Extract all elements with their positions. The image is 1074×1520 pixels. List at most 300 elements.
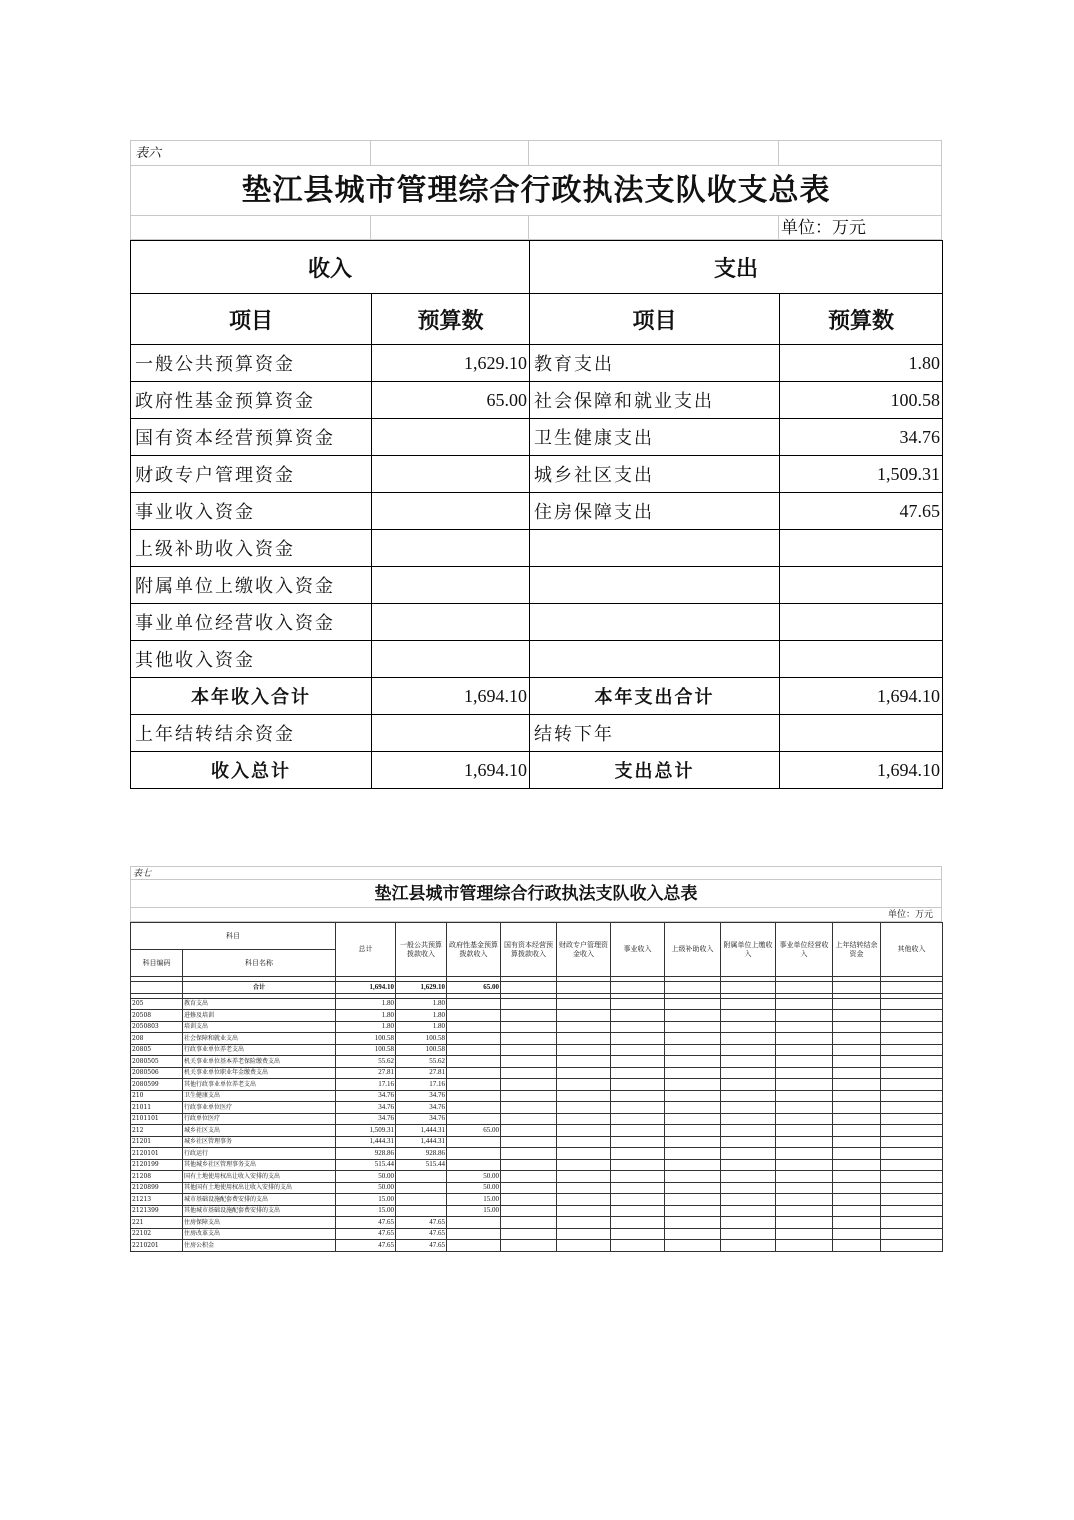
empty-cell <box>501 1067 557 1079</box>
name-cell: 进修及培训 <box>183 1010 336 1022</box>
table-row <box>131 1182 943 1194</box>
empty-cell <box>776 1044 833 1056</box>
empty-cell <box>557 1171 611 1183</box>
table-label: 表七 <box>133 869 152 879</box>
name-cell: 城市基础设施配套费安排的支出 <box>183 1194 336 1206</box>
fund-cell: 15.00 <box>447 1205 501 1217</box>
table-label-row <box>130 866 942 880</box>
empty-cell <box>665 1010 721 1022</box>
header-row-1 <box>131 923 943 950</box>
income-value <box>372 419 530 456</box>
income-item: 一般公共预算资金 <box>131 345 372 382</box>
income-value <box>372 641 530 678</box>
empty-cell <box>665 1079 721 1091</box>
fund-cell <box>447 1067 501 1079</box>
table-row <box>131 345 943 382</box>
empty-cell <box>776 1102 833 1114</box>
col-header-3: 国有资本经营预算拨款收入 <box>501 923 557 977</box>
empty-cell <box>611 1090 665 1102</box>
name-header: 科目名称 <box>183 950 336 977</box>
empty-cell <box>557 1217 611 1229</box>
code-cell: 20805 <box>131 1044 183 1056</box>
income-value <box>372 567 530 604</box>
empty-cell <box>557 1159 611 1171</box>
total-cell: 1,509.31 <box>336 1125 396 1137</box>
summary-grid <box>130 240 943 789</box>
empty-cell <box>833 1010 881 1022</box>
general-cell: 34.76 <box>396 1102 447 1114</box>
empty-cell <box>833 1171 881 1183</box>
empty-cell <box>721 1240 776 1252</box>
total-income-label: 收入总计 <box>131 752 372 789</box>
table-title: 垫江县城市管理综合行政执法支队收入总表 <box>130 880 942 908</box>
empty-cell <box>501 1090 557 1102</box>
code-cell: 21208 <box>131 1171 183 1183</box>
code-cell: 2120899 <box>131 1182 183 1194</box>
code-cell: 21213 <box>131 1194 183 1206</box>
empty-cell <box>881 1102 943 1114</box>
carry-in-value <box>372 715 530 752</box>
sum-fund: 65.00 <box>447 982 501 994</box>
income-expense-summary-table <box>130 140 942 789</box>
income-item-header: 项目 <box>131 294 372 345</box>
code-cell: 2080506 <box>131 1067 183 1079</box>
empty-cell <box>557 1010 611 1022</box>
empty-cell <box>881 1240 943 1252</box>
empty-cell <box>501 1136 557 1148</box>
total-cell: 1.80 <box>336 998 396 1010</box>
total-cell: 1,444.31 <box>336 1136 396 1148</box>
empty-cell <box>881 1194 943 1206</box>
fund-cell <box>447 1056 501 1068</box>
code-cell: 205 <box>131 998 183 1010</box>
empty-cell <box>501 1194 557 1206</box>
table-label: 表六 <box>130 141 371 166</box>
general-cell: 1,444.31 <box>396 1125 447 1137</box>
empty-cell <box>665 1125 721 1137</box>
year-total-row <box>131 678 943 715</box>
empty-cell <box>881 998 943 1010</box>
expense-header: 支出 <box>530 241 943 294</box>
unit-label: 单位：万元 <box>781 218 866 238</box>
empty-cell <box>611 1159 665 1171</box>
total-cell: 100.58 <box>336 1044 396 1056</box>
empty-cell <box>721 1033 776 1045</box>
code-cell: 22102 <box>131 1228 183 1240</box>
income-item: 财政专户管理资金 <box>131 456 372 493</box>
income-budget-header: 预算数 <box>372 294 530 345</box>
code-cell: 2080505 <box>131 1056 183 1068</box>
general-cell: 928.86 <box>396 1148 447 1160</box>
empty-cell <box>776 1205 833 1217</box>
empty-cell <box>721 1010 776 1022</box>
empty-cell <box>557 1125 611 1137</box>
total-cell: 50.00 <box>336 1182 396 1194</box>
table-row <box>131 1056 943 1068</box>
table-row <box>131 1217 943 1229</box>
general-cell: 515.44 <box>396 1159 447 1171</box>
empty-cell <box>881 1217 943 1229</box>
fund-cell <box>447 1148 501 1160</box>
empty-cell <box>665 1067 721 1079</box>
empty-cell <box>833 1102 881 1114</box>
col-header-0: 总计 <box>336 923 396 977</box>
empty-cell <box>833 1194 881 1206</box>
empty-cell <box>611 1010 665 1022</box>
table-row <box>131 1136 943 1148</box>
name-cell: 培训支出 <box>183 1021 336 1033</box>
expense-item: 城乡社区支出 <box>530 456 780 493</box>
sum-row <box>131 982 943 994</box>
empty-cell <box>501 1010 557 1022</box>
empty-cell <box>501 1021 557 1033</box>
table-row <box>131 1102 943 1114</box>
empty-cell <box>881 1148 943 1160</box>
col-header-10: 其他收入 <box>881 923 943 977</box>
year-expense-label: 本年支出合计 <box>530 678 780 715</box>
empty-cell <box>881 1067 943 1079</box>
empty-cell <box>665 1021 721 1033</box>
empty-cell <box>833 1056 881 1068</box>
empty-cell <box>665 1159 721 1171</box>
general-cell: 17.16 <box>396 1079 447 1091</box>
expense-item <box>530 641 780 678</box>
empty-cell <box>776 1021 833 1033</box>
empty-cell <box>721 1228 776 1240</box>
carry-row <box>131 715 943 752</box>
year-income-value: 1,694.10 <box>372 678 530 715</box>
income-header: 收入 <box>131 241 530 294</box>
general-cell: 27.81 <box>396 1067 447 1079</box>
total-cell: 928.86 <box>336 1148 396 1160</box>
carry-out-value <box>780 715 943 752</box>
col-header-4: 财政专户管理资金收入 <box>557 923 611 977</box>
empty-cell <box>611 1044 665 1056</box>
col-header-2: 政府性基金预算拨款收入 <box>447 923 501 977</box>
code-header: 科目编码 <box>131 950 183 977</box>
empty-cell <box>833 1228 881 1240</box>
expense-value: 1.80 <box>780 345 943 382</box>
sum-label: 合计 <box>183 982 336 994</box>
total-cell: 47.65 <box>336 1240 396 1252</box>
empty-cell <box>881 1044 943 1056</box>
code-cell: 2101101 <box>131 1113 183 1125</box>
income-item: 上级补助收入资金 <box>131 530 372 567</box>
empty-cell <box>501 1044 557 1056</box>
expense-value <box>780 567 943 604</box>
fund-cell <box>447 1113 501 1125</box>
empty-cell <box>721 1125 776 1137</box>
total-cell: 15.00 <box>336 1194 396 1206</box>
table-row <box>131 1044 943 1056</box>
name-cell: 住房改革支出 <box>183 1228 336 1240</box>
empty-cell <box>776 1113 833 1125</box>
empty-cell <box>833 1125 881 1137</box>
empty-cell <box>721 1217 776 1229</box>
table-row <box>131 456 943 493</box>
empty-cell <box>611 1033 665 1045</box>
empty-cell <box>776 1240 833 1252</box>
fund-cell <box>447 1090 501 1102</box>
empty-cell <box>776 1171 833 1183</box>
empty-cell <box>501 998 557 1010</box>
empty-cell <box>665 1148 721 1160</box>
empty-cell <box>501 1033 557 1045</box>
general-cell: 34.76 <box>396 1090 447 1102</box>
empty-cell <box>501 1148 557 1160</box>
table-row <box>131 1033 943 1045</box>
empty-cell <box>776 1033 833 1045</box>
empty-cell <box>557 1033 611 1045</box>
expense-value <box>780 604 943 641</box>
empty-cell <box>611 1240 665 1252</box>
empty-cell <box>501 1217 557 1229</box>
table-row <box>131 1194 943 1206</box>
table-row <box>131 1205 943 1217</box>
table-row <box>131 382 943 419</box>
empty-cell <box>833 1021 881 1033</box>
empty-cell <box>611 1113 665 1125</box>
name-cell: 其他城乡社区管理事务支出 <box>183 1159 336 1171</box>
empty-cell <box>776 1194 833 1206</box>
empty-cell <box>501 1240 557 1252</box>
year-expense-value: 1,694.10 <box>780 678 943 715</box>
empty-cell <box>721 1182 776 1194</box>
empty-cell <box>501 1102 557 1114</box>
name-cell: 其他行政事业单位养老支出 <box>183 1079 336 1091</box>
empty-cell <box>665 1090 721 1102</box>
fund-cell <box>447 1102 501 1114</box>
empty-cell <box>557 1090 611 1102</box>
fund-cell <box>447 1136 501 1148</box>
name-cell: 机关事业单位基本养老保险缴费支出 <box>183 1056 336 1068</box>
empty-cell <box>721 1171 776 1183</box>
general-cell: 100.58 <box>396 1044 447 1056</box>
name-cell: 行政单位医疗 <box>183 1113 336 1125</box>
empty-cell <box>833 998 881 1010</box>
empty-cell <box>881 1033 943 1045</box>
income-item: 事业收入资金 <box>131 493 372 530</box>
expense-item: 住房保障支出 <box>530 493 780 530</box>
empty-cell <box>501 1182 557 1194</box>
empty-cell <box>776 1056 833 1068</box>
fund-cell: 65.00 <box>447 1125 501 1137</box>
table-row <box>131 1079 943 1091</box>
fund-cell <box>447 1159 501 1171</box>
empty-cell <box>881 1136 943 1148</box>
empty-cell <box>721 1148 776 1160</box>
empty-cell <box>776 1182 833 1194</box>
empty-cell <box>833 1090 881 1102</box>
sum-total: 1,694.10 <box>336 982 396 994</box>
empty-cell <box>881 1010 943 1022</box>
empty-cell <box>611 1217 665 1229</box>
empty-cell <box>611 998 665 1010</box>
fund-cell: 50.00 <box>447 1182 501 1194</box>
expense-value <box>780 530 943 567</box>
empty-cell <box>611 1228 665 1240</box>
expense-value: 47.65 <box>780 493 943 530</box>
col-header-8: 事业单位经营收入 <box>776 923 833 977</box>
empty-cell <box>611 1102 665 1114</box>
income-item: 政府性基金预算资金 <box>131 382 372 419</box>
empty-cell <box>721 1021 776 1033</box>
empty-cell <box>611 1182 665 1194</box>
empty-cell <box>881 1228 943 1240</box>
empty-cell <box>665 1044 721 1056</box>
column-header-row <box>131 294 943 345</box>
fund-cell <box>447 1228 501 1240</box>
income-item: 事业单位经营收入资金 <box>131 604 372 641</box>
empty-cell <box>557 1240 611 1252</box>
empty-cell <box>833 1033 881 1045</box>
empty-cell <box>776 1125 833 1137</box>
empty-cell <box>776 1067 833 1079</box>
empty-cell <box>557 1067 611 1079</box>
empty-cell <box>557 1102 611 1114</box>
table-row <box>131 1021 943 1033</box>
general-cell <box>396 1182 447 1194</box>
code-cell: 2210201 <box>131 1240 183 1252</box>
total-expense-value: 1,694.10 <box>780 752 943 789</box>
general-cell <box>396 1194 447 1206</box>
general-cell: 47.65 <box>396 1217 447 1229</box>
table-row <box>131 493 943 530</box>
empty-cell <box>665 1171 721 1183</box>
empty-cell <box>881 1056 943 1068</box>
empty-cell <box>665 1194 721 1206</box>
general-cell: 47.65 <box>396 1240 447 1252</box>
code-cell: 2120101 <box>131 1148 183 1160</box>
empty-cell <box>881 1090 943 1102</box>
table-row <box>131 1010 943 1022</box>
table-row <box>131 604 943 641</box>
name-cell: 住房保障支出 <box>183 1217 336 1229</box>
empty-cell <box>776 1217 833 1229</box>
table-row <box>131 1125 943 1137</box>
general-cell: 55.62 <box>396 1056 447 1068</box>
empty-cell <box>721 1056 776 1068</box>
name-cell: 国有土地使用权出让收入安排的支出 <box>183 1171 336 1183</box>
total-cell: 100.58 <box>336 1033 396 1045</box>
fund-cell <box>447 1217 501 1229</box>
empty-cell <box>501 1113 557 1125</box>
empty-cell <box>833 1113 881 1125</box>
empty-cell <box>776 1090 833 1102</box>
empty-cell <box>557 1228 611 1240</box>
name-cell: 社会保障和就业支出 <box>183 1033 336 1045</box>
fund-cell <box>447 1240 501 1252</box>
general-cell: 34.76 <box>396 1113 447 1125</box>
fund-cell <box>447 1033 501 1045</box>
col-header-6: 上级补助收入 <box>665 923 721 977</box>
empty-cell <box>611 1171 665 1183</box>
empty-cell <box>776 1079 833 1091</box>
empty-cell <box>721 1159 776 1171</box>
total-cell: 27.81 <box>336 1067 396 1079</box>
total-cell: 15.00 <box>336 1205 396 1217</box>
subject-header: 科目 <box>131 923 336 950</box>
table-row <box>131 1171 943 1183</box>
empty-cell <box>557 1079 611 1091</box>
empty-cell <box>501 1228 557 1240</box>
empty-cell <box>833 1067 881 1079</box>
empty-cell <box>721 1102 776 1114</box>
expense-value: 1,509.31 <box>780 456 943 493</box>
general-cell: 47.65 <box>396 1228 447 1240</box>
fund-cell: 15.00 <box>447 1194 501 1206</box>
empty-cell <box>721 1113 776 1125</box>
empty-cell <box>557 1194 611 1206</box>
total-cell: 1.80 <box>336 1021 396 1033</box>
empty-cell <box>557 1136 611 1148</box>
empty-cell <box>611 1067 665 1079</box>
empty-cell <box>776 1136 833 1148</box>
income-value: 1,629.10 <box>372 345 530 382</box>
empty-cell <box>881 1125 943 1137</box>
income-item: 其他收入资金 <box>131 641 372 678</box>
empty-cell <box>881 1205 943 1217</box>
col-header-9: 上年结转结余资金 <box>833 923 881 977</box>
expense-value: 34.76 <box>780 419 943 456</box>
empty-cell <box>833 1136 881 1148</box>
empty-cell <box>611 1205 665 1217</box>
table-row <box>131 567 943 604</box>
empty-cell <box>721 1090 776 1102</box>
empty-cell <box>557 1113 611 1125</box>
grand-total-row <box>131 752 943 789</box>
income-detail-table <box>130 866 942 1252</box>
fund-cell <box>447 1010 501 1022</box>
name-cell: 行政事业单位养老支出 <box>183 1044 336 1056</box>
income-value <box>372 530 530 567</box>
empty-cell <box>833 1159 881 1171</box>
expense-item: 卫生健康支出 <box>530 419 780 456</box>
income-item: 附属单位上缴收入资金 <box>131 567 372 604</box>
empty-cell <box>665 1228 721 1240</box>
empty-cell <box>833 1148 881 1160</box>
section-header-row <box>131 241 943 294</box>
fund-cell <box>447 1079 501 1091</box>
expense-item <box>530 567 780 604</box>
income-value <box>372 456 530 493</box>
code-cell: 210 <box>131 1090 183 1102</box>
empty-cell <box>881 1159 943 1171</box>
col-header-1: 一般公共预算拨款收入 <box>396 923 447 977</box>
fund-cell <box>447 998 501 1010</box>
table-title: 垫江县城市管理综合行政执法支队收支总表 <box>130 166 942 216</box>
unit-label: 单位：万元 <box>130 908 942 922</box>
code-cell: 221 <box>131 1217 183 1229</box>
total-cell: 34.76 <box>336 1102 396 1114</box>
name-cell: 住房公积金 <box>183 1240 336 1252</box>
empty-cell <box>611 1136 665 1148</box>
empty-cell <box>833 1079 881 1091</box>
empty-cell <box>881 1182 943 1194</box>
table-row <box>131 1240 943 1252</box>
empty-cell <box>501 1159 557 1171</box>
income-item: 国有资本经营预算资金 <box>131 419 372 456</box>
empty-cell <box>557 1044 611 1056</box>
empty-cell <box>557 1205 611 1217</box>
name-cell: 机关事业单位职业年金缴费支出 <box>183 1067 336 1079</box>
name-cell: 城乡社区支出 <box>183 1125 336 1137</box>
general-cell: 100.58 <box>396 1033 447 1045</box>
carry-in-label: 上年结转结余资金 <box>131 715 372 752</box>
empty-cell <box>611 1125 665 1137</box>
empty-cell <box>721 1079 776 1091</box>
empty-cell <box>721 1205 776 1217</box>
